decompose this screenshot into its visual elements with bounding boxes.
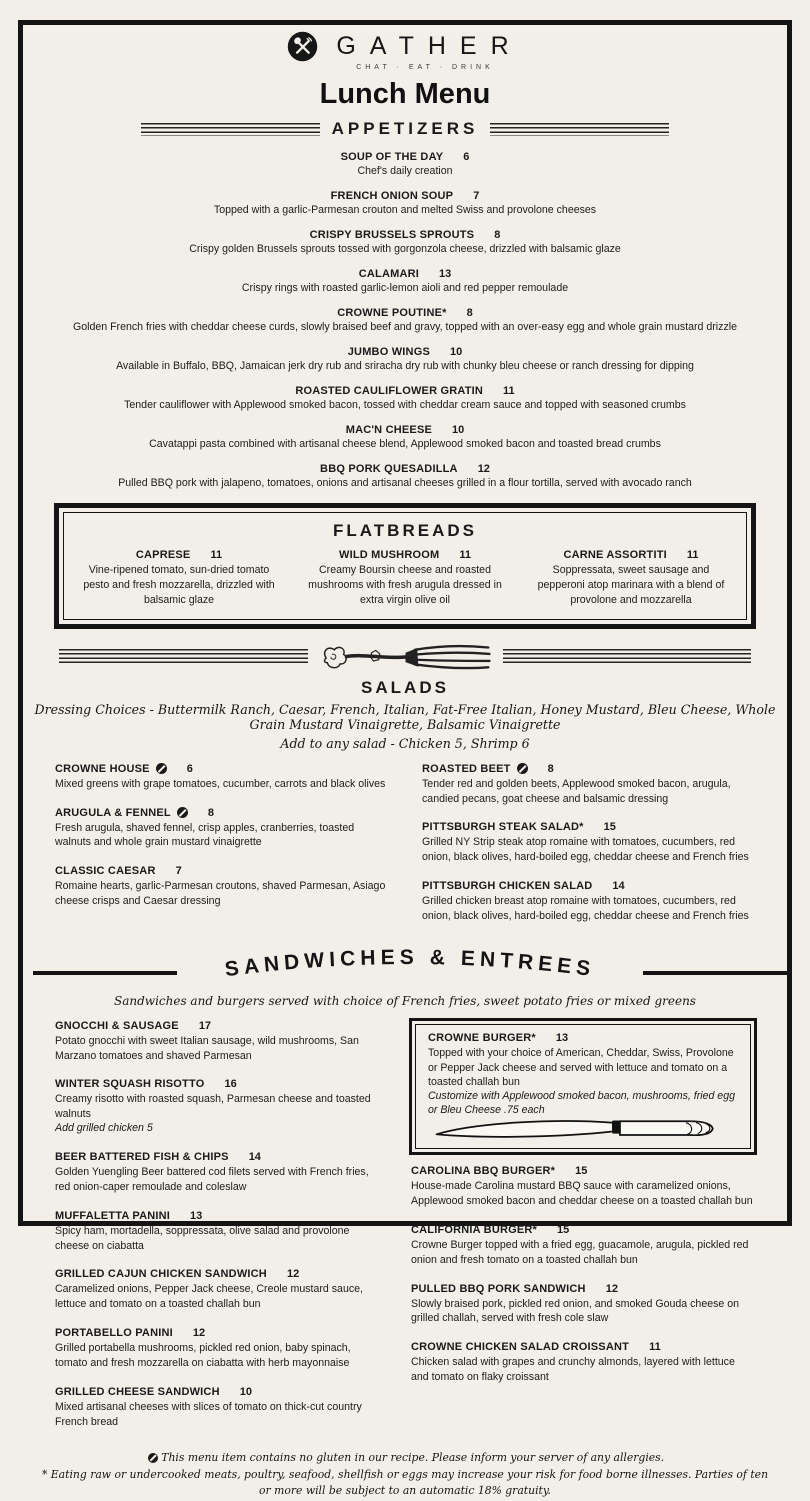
item-description: Tender cauliflower with Applewood smoked bacon, tossed with cheddar cream sauce and topped with seasoned crumbs (124, 398, 686, 411)
flatbreads-section (63, 512, 747, 620)
item-name: CAROLINA BBQ BURGER* (411, 1165, 556, 1178)
crowne-burger-box (415, 1024, 751, 1149)
item-note: Customize with Applewood smoked bacon, mushrooms, fried egg or Bleu Cheese .75 each (428, 1090, 735, 1117)
item-description: Chicken salad with grapes and crunchy almonds, layered with lettuce and tomato on flaky croissant (411, 1356, 735, 1383)
knife-illustration-icon (428, 1114, 738, 1143)
item-name: PITTSBURGH CHICKEN SALAD (422, 880, 593, 893)
menu-item (422, 821, 755, 865)
menu-item (43, 268, 767, 296)
item-price: 12 (286, 1268, 300, 1281)
allergy-note: * Eating raw or undercooked meats, poultry, seafood, shellfish or eggs may increase your risk for food borne illnesses. Parties of ten or more will be subject to an automatic 18% gratuity. (41, 1467, 769, 1497)
item-description: Spicy ham, mortadella, soppressata, olive salad and provolone cheese on ciabatta (55, 1224, 350, 1252)
item-description: Available in Buffalo, BBQ, Jamaican jerk dry rub and sriracha dry rub with chunky bleu cheese or ranch dressing for dipping (116, 359, 694, 372)
menu-item (411, 1283, 755, 1327)
item-description: Cavatappi pasta combined with artisanal cheese blend, Applewood smoked bacon and toasted bread crumbs (149, 437, 661, 450)
menu-item (55, 1078, 377, 1136)
item-name: FRENCH ONION SOUP (330, 189, 454, 202)
knife-illustration-wrap (428, 1114, 738, 1148)
item-name: PITTSBURGH STEAK SALAD* (422, 821, 584, 834)
item-name: CROWNE BURGER* (428, 1031, 536, 1044)
item-description: Vine-ripened tomato, sun-dried tomato pesto and fresh mozzarella, drizzled with balsamic glaze (83, 563, 275, 607)
item-name: CAPRESE (135, 548, 191, 561)
salads-divider (59, 642, 751, 674)
page-title: Lunch Menu (319, 78, 491, 110)
item-name: CLASSIC CAESAR (55, 865, 156, 878)
item-price: 11 (210, 548, 223, 561)
salads-grid (23, 763, 787, 939)
item-name: GRILLED CHEESE SANDWICH (55, 1385, 220, 1398)
item-description: Fresh arugula, shaved fennel, crisp apples, cranberries, toasted walnuts and whole grain mustard vinaigrette (55, 821, 355, 849)
menu-item (43, 151, 767, 179)
item-price: 12 (605, 1282, 618, 1295)
item-description: Romaine hearts, garlic-Parmesan croutons, shaved Parmesan, Asiago cheese crisps and Caesar dressing (55, 880, 386, 908)
menu-item (411, 1341, 755, 1385)
item-price: 15 (557, 1223, 570, 1236)
item-price: 17 (198, 1019, 212, 1032)
item-description: Topped with your choice of American, Cheddar, Swiss, Provolone or Pepper Jack cheese and served with lettuce and tomato on a toasted challah bun (428, 1046, 734, 1089)
item-price: 10 (452, 423, 465, 436)
item-name: MAC'N CHEESE (345, 423, 433, 436)
gluten-free-icon (177, 807, 188, 818)
item-name: WINTER SQUASH RISOTTO (55, 1078, 205, 1091)
item-price: 14 (612, 880, 625, 893)
item-price: 15 (575, 1165, 588, 1178)
flatbreads-title: FLATBREADS (333, 520, 477, 540)
item-description: Golden French fries with cheddar cheese curds, slowly braised beef and gravy, topped with an over-easy egg and whole grain mustard drizzle (72, 320, 738, 333)
item-description: Slowly braised pork, pickled red onion, and smoked Gouda cheese on grilled challah, served with fresh cole slaw (411, 1297, 740, 1325)
rule-lines (490, 123, 669, 136)
menu-item (55, 1268, 377, 1312)
menu-item (55, 1020, 377, 1064)
salads-left-column (55, 763, 388, 939)
item-name: MUFFALETTA PANINI (55, 1209, 171, 1222)
item-name: CALAMARI (358, 267, 419, 280)
item-description: Crowne Burger topped with a fried egg, guacamole, arugula, pickled red onion and fresh tomato on a toasted challah bun (411, 1238, 749, 1266)
fork-illustration-icon (318, 642, 493, 674)
menu-item (43, 424, 767, 452)
menu-item (411, 1165, 755, 1209)
item-name: WILD MUSHROOM (338, 548, 440, 561)
item-description: Crispy golden Brussels sprouts tossed with gorgonzola cheese, drizzled with balsamic glaze (189, 242, 621, 255)
appetizers-header (141, 119, 669, 139)
item-name: BBQ PORK QUESADILLA (320, 462, 458, 475)
item-price: 11 (649, 1341, 661, 1354)
item-name: JUMBO WINGS (347, 345, 430, 358)
sandwiches-right-column (411, 1020, 755, 1445)
item-name: CRISPY BRUSSELS SPROUTS (309, 228, 475, 241)
salad-addons: Add to any salad - Chicken 5, Shrimp 6 (280, 735, 530, 751)
item-price: 12 (477, 462, 490, 475)
item-price: 11 (459, 548, 471, 561)
item-description: Topped with a garlic-Parmesan crouton and melted Swiss and provolone cheeses (213, 203, 597, 216)
item-name: PORTABELLO PANINI (55, 1327, 173, 1340)
item-price: 12 (192, 1327, 206, 1340)
gluten-free-note-text: This menu item contains no gluten in our recipe. Please inform your server of any allergies. (161, 1451, 665, 1465)
menu-item (306, 549, 504, 609)
item-price: 13 (439, 267, 452, 280)
sandwiches-header (29, 943, 781, 994)
flatbreads-grid (80, 549, 730, 609)
item-note: Add grilled chicken 5 (55, 1122, 153, 1135)
item-name: CALIFORNIA BURGER* (411, 1223, 538, 1236)
menu-item (55, 1386, 377, 1430)
item-name: PULLED BBQ PORK SANDWICH (411, 1282, 586, 1295)
menu-item (43, 463, 767, 491)
item-price: 8 (466, 306, 473, 319)
item-price: 13 (190, 1209, 203, 1222)
item-price: 8 (494, 228, 501, 241)
rule-lines (59, 649, 308, 666)
item-price: 8 (207, 806, 214, 819)
menu-item (422, 763, 755, 807)
rule-lines (141, 123, 320, 136)
item-description: Grilled chicken breast atop romaine with tomatoes, cucumbers, red onion, black olives, hard-boiled egg, cheddar cheese and French fries (422, 895, 749, 922)
gluten-free-icon (156, 763, 167, 774)
menu-item (43, 307, 767, 335)
item-description: Creamy Boursin cheese and roasted mushrooms with fresh arugula dressed in extra virgin olive oil (308, 563, 502, 607)
menu-item (55, 1151, 377, 1195)
item-description: Mixed greens with grape tomatoes, cucumber, carrots and black olives (55, 777, 386, 790)
gluten-free-icon (517, 763, 528, 774)
item-description: Grilled NY Strip steak atop romaine with tomatoes, cucumbers, red onion, black olives, hard-boiled egg, cheddar cheese and French fries (422, 836, 749, 864)
item-price: 7 (175, 865, 182, 878)
menu-item (422, 880, 755, 924)
item-name: CROWNE HOUSE (55, 762, 150, 775)
item-description: Soppressata, sweet sausage and pepperoni atop marinara with a blend of provolone and mozzarella (537, 563, 725, 607)
svg-text:SANDWICHES & ENTREES (223, 946, 596, 981)
item-price: 8 (547, 762, 554, 775)
menu-item (43, 229, 767, 257)
menu-item (532, 549, 730, 609)
menu-item (80, 549, 278, 609)
menu-item (411, 1224, 755, 1268)
menu-item (55, 763, 388, 792)
item-name: ROASTED CAULIFLOWER GRATIN (295, 384, 484, 397)
item-name: GRILLED CAJUN CHICKEN SANDWICH (55, 1268, 267, 1281)
rule-lines (503, 649, 752, 666)
item-price: 15 (603, 821, 616, 834)
sandwiches-title: SANDWICHES & ENTREES (223, 945, 597, 981)
brand-tagline: CHAT · EAT · DRINK (356, 64, 494, 71)
salads-right-column (422, 763, 755, 939)
item-name: CROWNE CHICKEN SALAD CROISSANT (411, 1341, 630, 1354)
item-price: 11 (686, 548, 699, 561)
item-name: BEER BATTERED FISH & CHIPS (55, 1151, 229, 1164)
item-price: 11 (503, 384, 515, 397)
item-name: ROASTED BEET (422, 762, 511, 775)
sandwiches-left-column (55, 1020, 377, 1445)
menu-item (55, 865, 388, 909)
item-price: 14 (248, 1151, 261, 1164)
crossed-utensils-logo-icon (287, 31, 318, 62)
item-description: Golden Yuengling Beer battered cod filets served with French fries, red onion-caper remoulade and coleslaw (55, 1166, 369, 1193)
item-price: 6 (186, 762, 193, 775)
item-description: Tender red and golden beets, Applewood smoked bacon, arugula, candied pecans, goat cheese and balsamic dressing (422, 777, 731, 805)
item-description: Pulled BBQ pork with jalapeno, tomatoes, onions and artisanal cheeses grilled in a flour tortilla, served with avocado ranch (118, 476, 692, 489)
item-description: Mixed artisanal cheeses with slices of tomato on thick-cut country French bread (55, 1400, 362, 1428)
menu-item (428, 1032, 738, 1118)
arched-section-title (29, 943, 791, 989)
appetizers-section (23, 149, 787, 502)
sandwiches-subtitle: Sandwiches and burgers served with choice of French fries, sweet potato fries or mixed greens (114, 993, 696, 1008)
item-price: 16 (224, 1078, 237, 1091)
menu-item (55, 807, 388, 851)
item-description: Crispy rings with roasted garlic-lemon aioli and red pepper remoulade (241, 281, 569, 294)
item-description: Potato gnocchi with sweet Italian sausage, wild mushrooms, San Marzano tomatoes and shaved Parmesan (55, 1034, 359, 1062)
item-description: Grilled portabella mushrooms, pickled red onion, baby spinach, tomato and fresh mozzarella on ciabatta with herb mayonnaise (55, 1342, 351, 1369)
salad-dressing-choices: Dressing Choices - Buttermilk Ranch, Caesar, French, Italian, Fat-Free Italian, Honey Mustard, Bleu Cheese, Whole Grain Mustard Vinaigrette, Balsamic Vinaigrette (34, 701, 776, 732)
menu-item (43, 190, 767, 218)
gluten-free-icon (148, 1453, 158, 1463)
brand-row (23, 31, 787, 62)
item-description: House-made Carolina mustard BBQ sauce with caramelized onions, Applewood smoked bacon and cheddar cheese on a toasted challah bun (411, 1180, 753, 1208)
item-name: CARNE ASSORTITI (563, 548, 667, 561)
brand-name: GATHER (336, 32, 523, 60)
item-name: ARUGULA & FENNEL (55, 806, 171, 819)
item-price: 10 (239, 1385, 252, 1398)
item-price: 13 (555, 1031, 569, 1044)
menu-footer (23, 1444, 787, 1501)
item-description: Caramelized onions, Pepper Jack cheese, Creole mustard sauce, lettuce and tomato on a toasted challah bun (55, 1283, 363, 1311)
item-name: CROWNE POUTINE* (337, 306, 447, 319)
item-name: SOUP OF THE DAY (340, 151, 444, 163)
item-price: 7 (473, 189, 480, 202)
menu-item (43, 346, 767, 374)
gluten-free-note (37, 1450, 773, 1466)
appetizers-title: APPETIZERS (331, 119, 479, 138)
salads-title: SALADS (361, 677, 449, 697)
menu-item (43, 385, 767, 413)
item-description: Creamy risotto with roasted squash, Parmesan cheese and toasted walnuts (55, 1093, 371, 1121)
menu-item (55, 1327, 377, 1371)
menu-header (23, 31, 787, 119)
item-price: 6 (463, 151, 470, 163)
item-description: Chef's daily creation (357, 165, 453, 177)
item-price: 10 (450, 345, 463, 358)
menu-page (18, 20, 792, 1497)
menu-item (55, 1210, 377, 1254)
item-name: GNOCCHI & SAUSAGE (55, 1019, 179, 1032)
sandwiches-grid (23, 1020, 787, 1445)
